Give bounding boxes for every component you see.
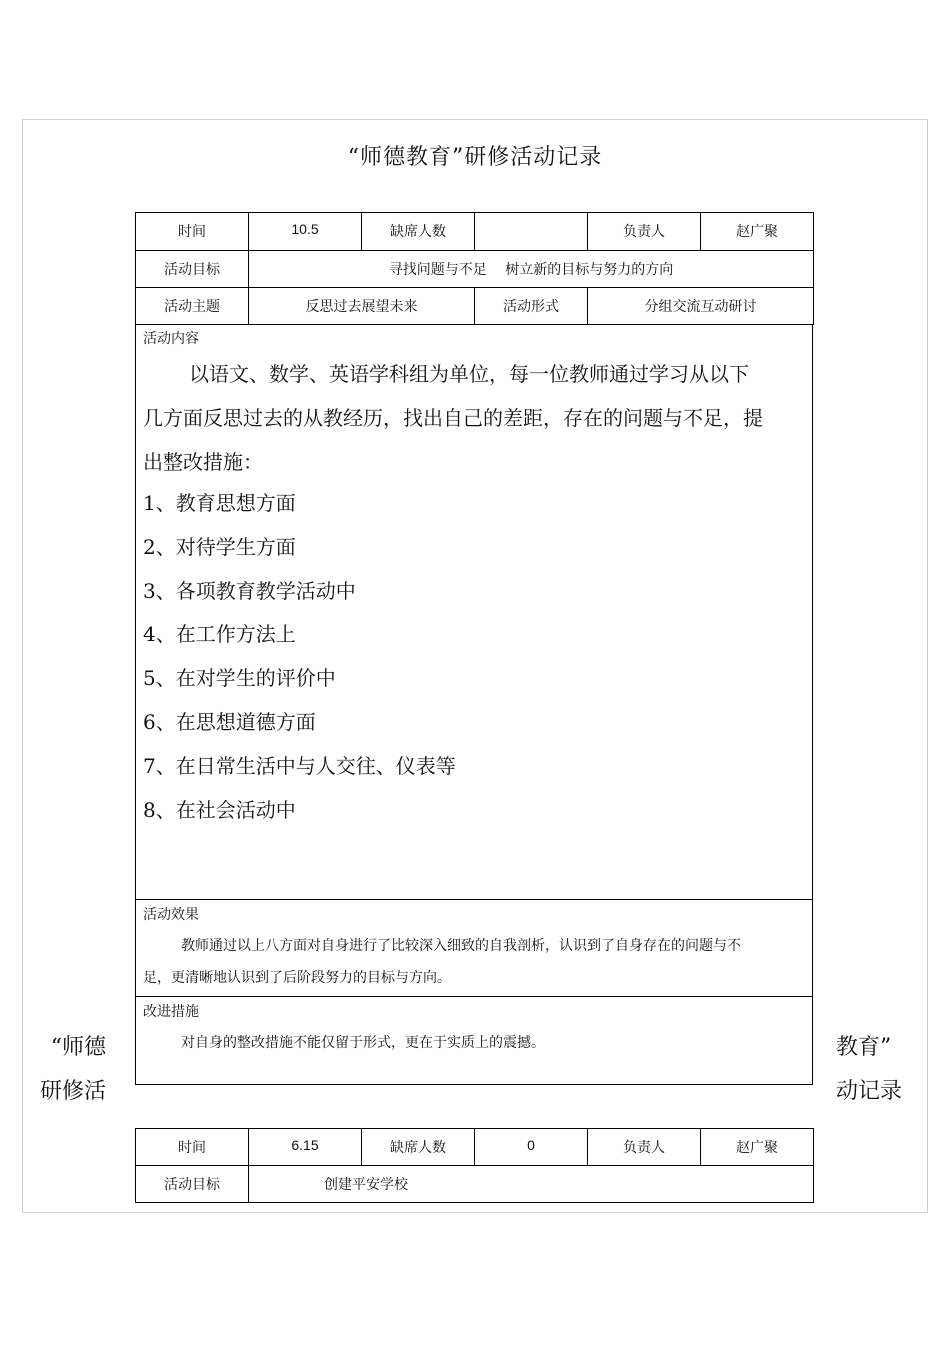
owner-label: 负责人 — [588, 1129, 701, 1166]
owner-label: 负责人 — [588, 213, 701, 251]
list-item: 5、在对学生的评价中 — [143, 666, 336, 691]
owner-value: 赵广聚 — [701, 213, 814, 251]
improve-text — [143, 1027, 763, 1059]
content-section — [135, 324, 813, 900]
side-title-left — [36, 1026, 106, 1114]
effect-text-body: 教师通过以上八方面对自身进行了比较深入细致的自我剖析，认识到了自身存在的问题与不足，更清晰地认识到了后阶段努力的目标与方向。 — [143, 938, 741, 986]
content-list — [143, 482, 456, 832]
goal-value: 创建平安学校 — [249, 1166, 814, 1203]
list-item: 1、教育思想方面 — [143, 491, 296, 515]
side-title-right — [836, 1026, 916, 1114]
effect-label: 活动效果 — [143, 907, 199, 923]
time-value: 10.5 — [249, 213, 362, 251]
table-row — [136, 251, 814, 288]
theme-value: 反思过去展望未来 — [249, 288, 475, 325]
form-value: 分组交流互动研讨 — [588, 288, 814, 325]
list-item: 6、在思想道德方面 — [143, 709, 316, 734]
absent-label: 缺席人数 — [362, 1129, 475, 1166]
absent-label: 缺席人数 — [362, 213, 475, 251]
list-item: 8、在社会活动中 — [143, 797, 296, 822]
effect-text — [143, 930, 763, 994]
improve-label: 改进措施 — [143, 1004, 199, 1020]
time-value: 6.15 — [249, 1129, 362, 1166]
content-label: 活动内容 — [143, 331, 199, 347]
list-item: 7、在日常生活中与人交往、仪表等 — [143, 753, 456, 778]
form-label: 活动形式 — [475, 288, 588, 325]
table-row — [136, 1129, 814, 1166]
goal-value: 寻找问题与不足 树立新的目标与努力的方向 — [249, 251, 814, 288]
list-item: 3、各项教育教学活动中 — [143, 578, 356, 603]
table-row — [136, 288, 814, 325]
absent-value: 0 — [475, 1129, 588, 1166]
goal-label: 活动目标 — [136, 251, 249, 288]
absent-value — [475, 213, 588, 251]
content-intro-text: 以语文、数学、英语学科组为单位，每一位教师通过学习从以下几方面反思过去的从教经历，找出自己的差距，存在的问题与不足，提出整改措施： — [143, 362, 763, 474]
table-row — [136, 1166, 814, 1203]
side-right-line-1: 教育” — [836, 1035, 892, 1060]
side-left-line-2: 研修活 — [39, 1079, 106, 1104]
improve-text-body: 对自身的整改措施不能仅留于形式，更在于实质上的震撼。 — [181, 1035, 545, 1051]
effect-section — [135, 899, 813, 997]
content-intro — [143, 352, 763, 484]
owner-value: 赵广聚 — [701, 1129, 814, 1166]
theme-label: 活动主题 — [136, 288, 249, 325]
record-table-1 — [135, 212, 814, 325]
time-label: 时间 — [136, 213, 249, 251]
list-item: 4、在工作方法上 — [143, 622, 296, 647]
side-left-line-1: “师德 — [50, 1035, 106, 1060]
time-label: 时间 — [136, 1129, 249, 1166]
improve-section — [135, 996, 813, 1085]
list-item: 2、对待学生方面 — [143, 534, 296, 559]
page-title: “师德教育”研修活动记录 — [347, 145, 603, 170]
table-row — [136, 213, 814, 251]
side-right-line-2: 动记录 — [836, 1079, 903, 1104]
record-table-2 — [135, 1128, 814, 1203]
goal-label: 活动目标 — [136, 1166, 249, 1203]
